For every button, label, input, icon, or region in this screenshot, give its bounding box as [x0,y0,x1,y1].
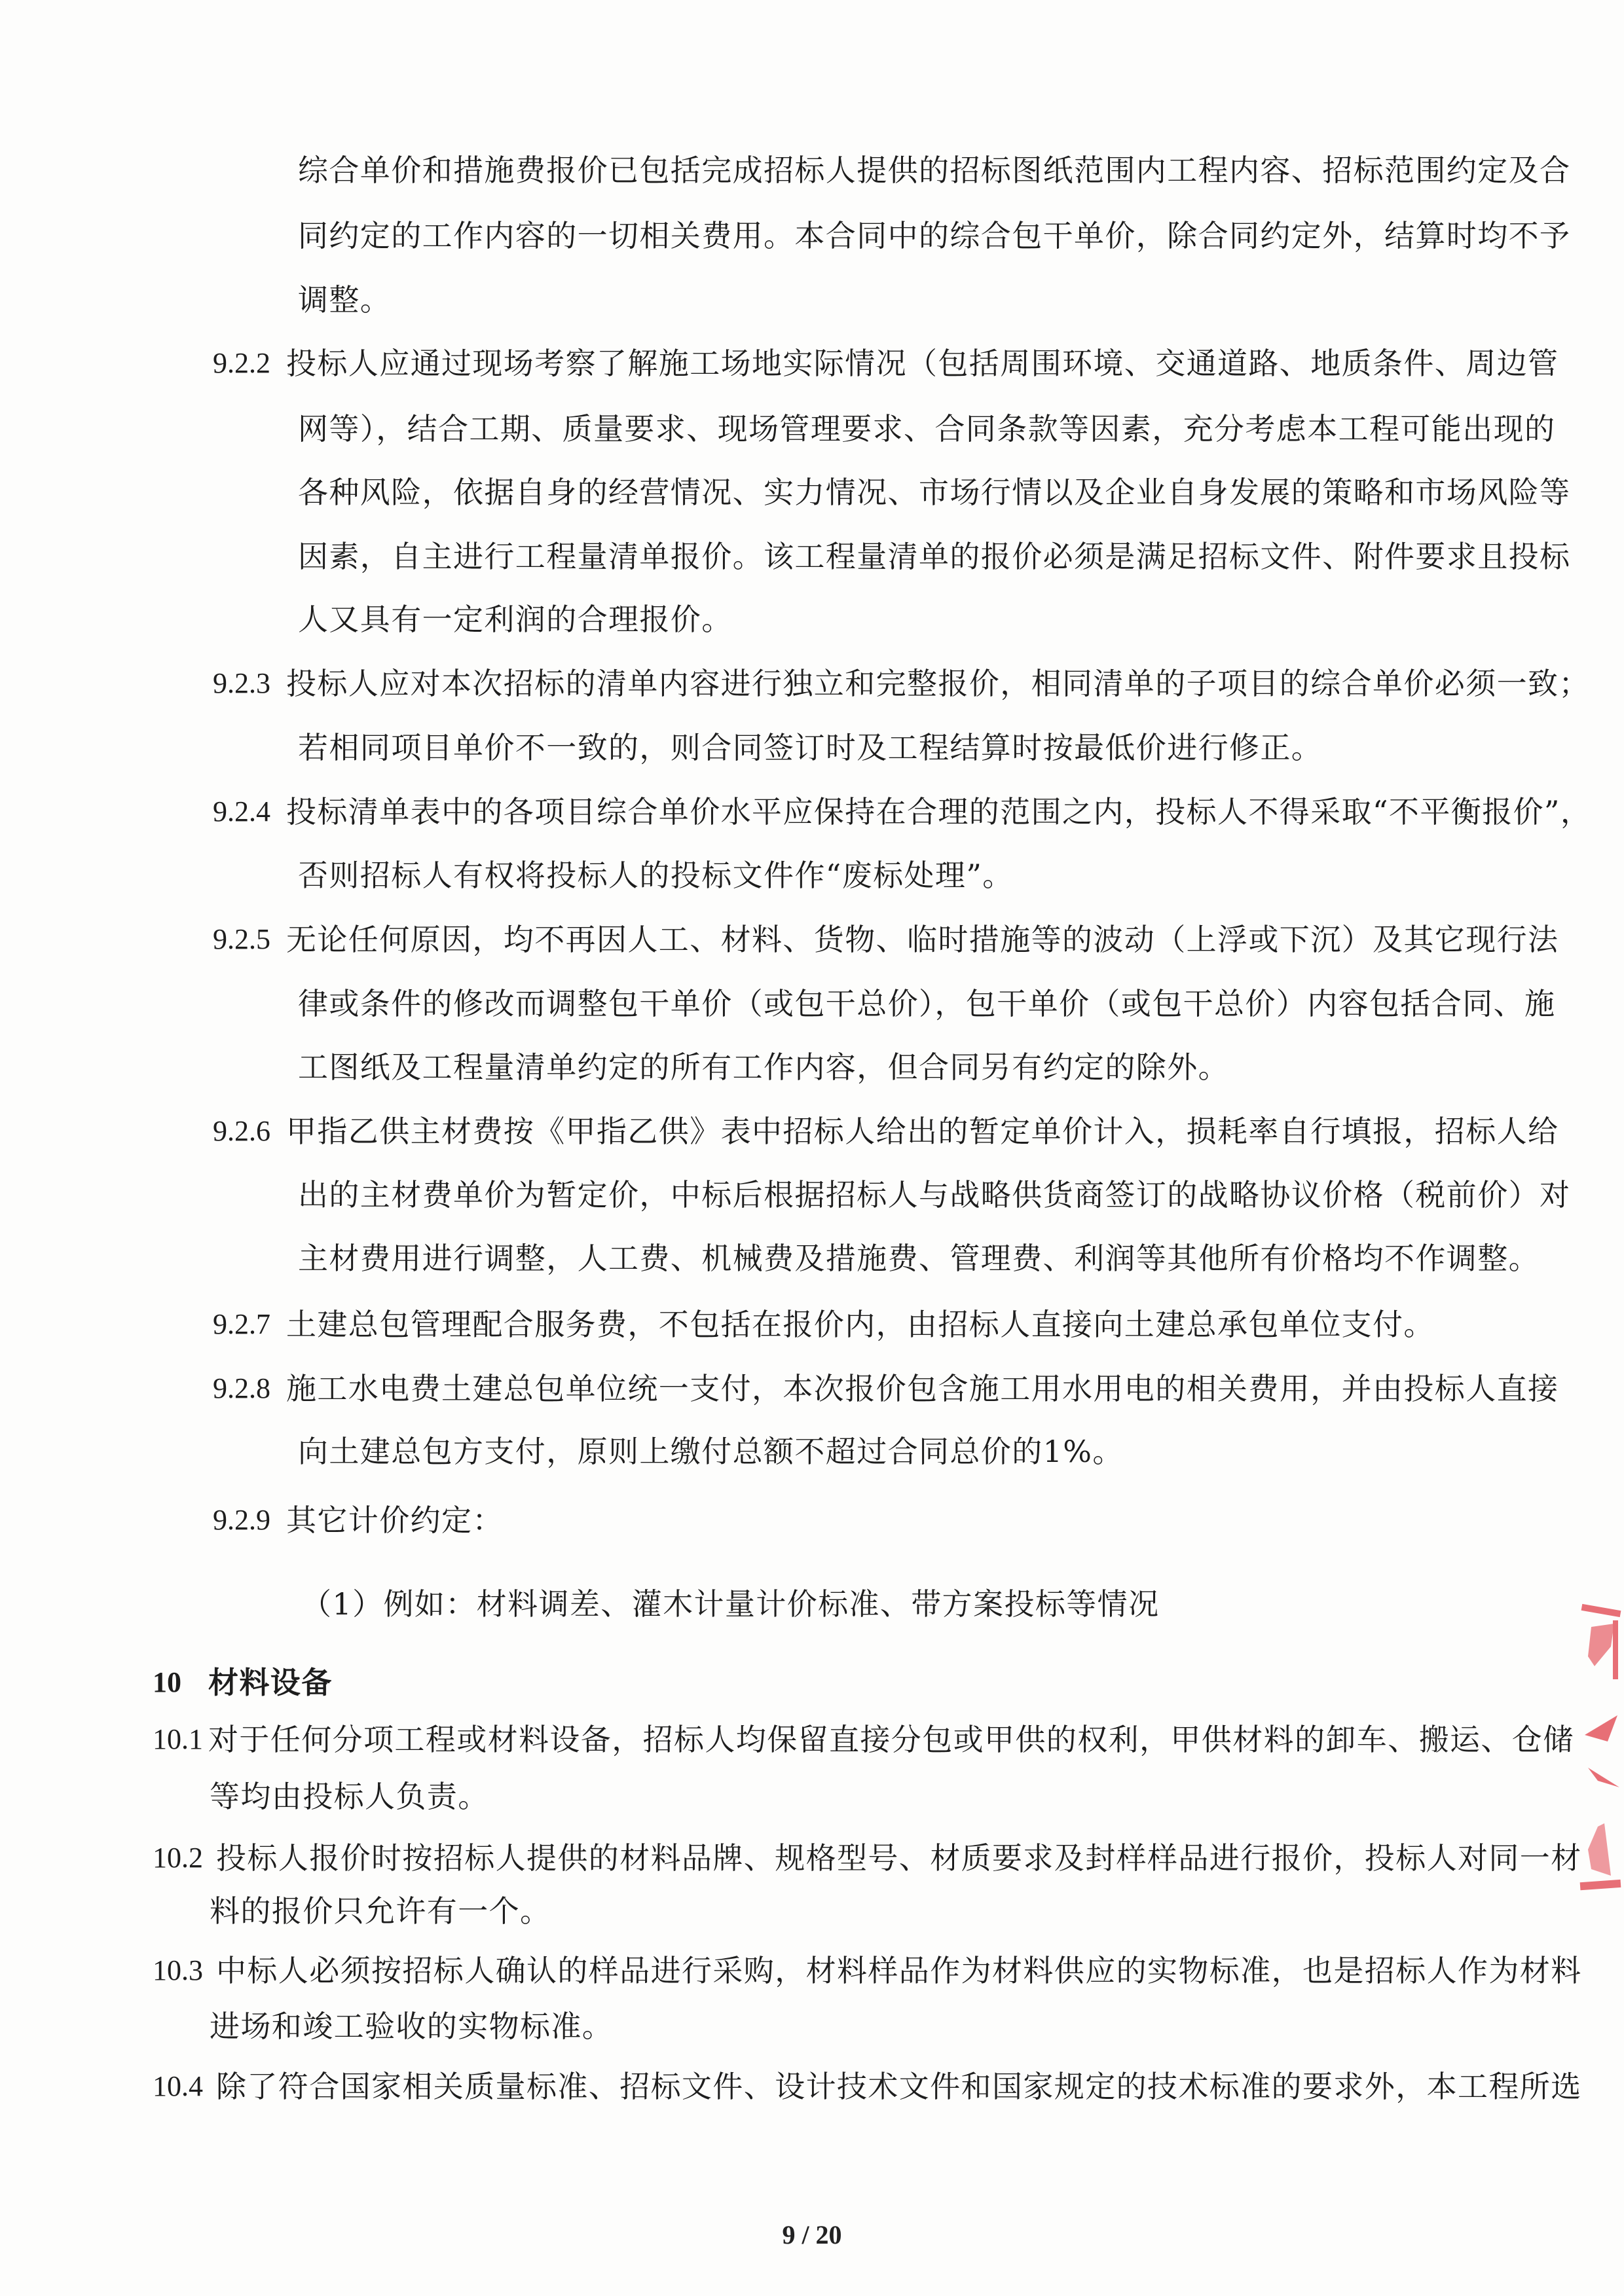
clause-9-2-6-line-1: 甲指乙供主材费按《甲指乙供》表中招标人给出的暂定单价计入，损耗率自行填报，招标人给 [286,1114,1559,1149]
clause-10-2-line-2: 料的报价只允许有一个。 [210,1893,551,1929]
clause-9-2-5-line-1: 无论任何原因，均不再因人工、材料、货物、临时措施等的波动（上浮或下沉）及其它现行法 [286,922,1559,957]
clause-number-9-2-8: 9.2.8 [213,1372,270,1404]
page-number: 9 / 20 [782,2220,842,2250]
clause-9-2-8-line-1: 施工水电费土建总包单位统一支付，本次报价包含施工用水用电的相关费用，并由投标人直接 [286,1371,1559,1406]
sub-item-1: （1）例如：材料调差、灌木计量计价标准、带方案投标等情况 [301,1586,1160,1622]
clause-9-2-2-line-2: 网等），结合工期、质量要求、现场管理要求、合同条款等因素，充分考虑本工程可能出现的 [298,411,1556,446]
clause-9-2-2-line-1: 投标人应通过现场考察了解施工场地实际情况（包括周围环境、交通道路、地质条件、周边管 [286,346,1559,381]
clause-10-4-line-1: 除了符合国家相关质量标准、招标文件、设计技术文件和国家规定的技术标准的要求外，本工程所选 [216,2069,1582,2104]
clause-9-2-2-line-5: 人又具有一定利润的合理报价。 [298,602,733,637]
clause-9-2-3-line-1: 投标人应对本次招标的清单内容进行独立和完整报价，相同清单的子项目的综合单价必须一致； [286,666,1590,701]
clause-10-3-line-2: 进场和竣工验收的实物标准。 [210,2009,614,2044]
clause-9-2-8-line-2: 向土建总包方支付，原则上缴付总额不超过合同总价的1%。 [298,1434,1124,1469]
clause-number-10-4: 10.4 [153,2070,203,2102]
clause-9-2-9-line-1: 其它计价约定： [286,1503,504,1538]
clause-number-9-2-7: 9.2.7 [213,1308,270,1340]
clause-9-2-6-line-2: 出的主材费单价为暂定价，中标后根据招标人与战略供货商签订的战略协议价格（税前价）对 [298,1177,1571,1212]
clause-number-10-2: 10.2 [153,1842,203,1874]
clause-9-2-5-line-3: 工图纸及工程量清单约定的所有工作内容，但合同另有约定的除外。 [298,1049,1229,1085]
clause-9-2-7-line-1: 土建总包管理配合服务费，不包括在报价内，由招标人直接向土建总承包单位支付。 [286,1307,1435,1342]
section-title: 材料设备 [208,1665,333,1700]
clause-number-9-2-6: 9.2.6 [213,1115,270,1147]
section-number-10: 10 [153,1666,181,1698]
seal-marks [1580,1604,1621,1890]
clause-9-2-2-line-3: 各种风险，依据自身的经营情况、实力情况、市场行情以及企业自身发展的策略和市场风险等 [298,475,1571,510]
clause-number-9-2-2: 9.2.2 [213,347,270,379]
clause-number-9-2-9: 9.2.9 [213,1504,270,1536]
intro-line-3: 调整。 [298,282,392,318]
clause-number-10-1: 10.1 [153,1723,203,1755]
clause-number-9-2-3: 9.2.3 [213,667,270,699]
clause-number-9-2-4: 9.2.4 [213,795,270,828]
intro-line-2: 同约定的工作内容的一切相关费用。本合同中的综合包干单价，除合同约定外，结算时均不予 [298,218,1571,253]
clause-9-2-5-line-2: 律或条件的修改而调整包干单价（或包干总价），包干单价（或包干总价）内容包括合同、施 [298,986,1556,1021]
clause-number-9-2-5: 9.2.5 [213,923,270,955]
clause-9-2-4-line-1: 投标清单表中的各项目综合单价水平应保持在合理的范围之内，投标人不得采取“不平衡报价”， [286,794,1592,829]
clause-9-2-2-line-4: 因素，自主进行工程量清单报价。该工程量清单的报价必须是满足招标文件、附件要求且投标 [298,539,1571,574]
intro-line-1: 综合单价和措施费报价已包括完成招标人提供的招标图纸范围内工程内容、招标范围约定及合 [298,153,1571,188]
clause-10-1-line-2: 等均由投标人负责。 [210,1779,489,1814]
clause-number-10-3: 10.3 [153,1954,203,1986]
red-seal-stamp-icon [1575,1568,1624,1954]
clause-10-1-line-1: 对于任何分项工程或材料设备，招标人均保留直接分包或甲供的权利，甲供材料的卸车、搬运、仓储 [208,1722,1574,1757]
clause-9-2-3-line-2: 若相同项目单价不一致的，则合同签订时及工程结算时按最低价进行修正。 [298,730,1323,765]
clause-9-2-6-line-3: 主材费用进行调整，人工费、机械费及措施费、管理费、利润等其他所有价格均不作调整。 [298,1241,1540,1276]
clause-10-2-line-1: 投标人报价时按招标人提供的材料品牌、规格型号、材质要求及封样样品进行报价，投标人对同一材 [216,1840,1582,1876]
clause-10-3-line-1: 中标人必须按招标人确认的样品进行采购，材料样品作为材料供应的实物标准，也是招标人作为材料 [216,1953,1582,1988]
clause-9-2-4-line-2: 否则招标人有权将投标人的投标文件作“废标处理”。 [298,858,1014,893]
